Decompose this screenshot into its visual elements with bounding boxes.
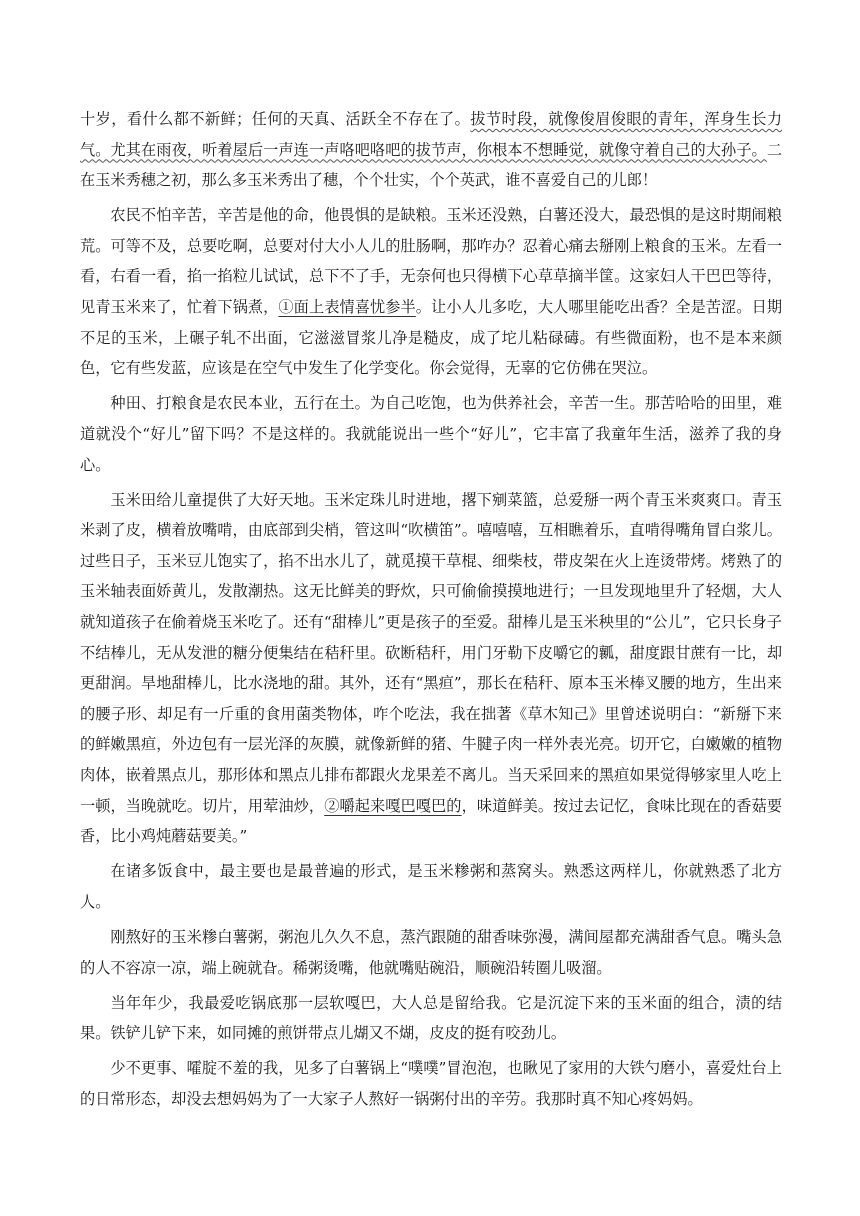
paragraph-5 — [80, 856, 782, 917]
text-run: 在诸多饭食中，最主要也是最普遍的形式，是玉米糁粥和蒸窝头。熟悉这两样儿，你就熟悉了北方人。 — [80, 862, 782, 911]
text-run: 少不更事、嚯腚不羞的我，见多了白薯锅上“噗噗”冒泡泡，也瞅见了家用的大铁勺磨小，喜爱灶台上的日常形态，却没去想妈妈为了一大家子人熬好一锅粥付出的辛劳。我那时真不知心疼妈妈。 — [80, 1059, 782, 1108]
text-run: 刚熬好的玉米糁白薯粥，粥泡儿久久不息，蒸汽跟随的甜香味弥漫，满间屋都充满甜香气息。嘴头急的人不容凉一凉，端上碗就旮。稀粥烫嘴，他就嘴贴碗沿，顺碗沿转圈儿吸溜。 — [80, 927, 782, 977]
paragraph-2 — [80, 200, 782, 384]
paragraph-1 — [80, 104, 782, 196]
text-run: ，味道鲜美。按过去记忆，食味比现在的香菇要香，比小鸡炖蘑菇要美。” — [80, 796, 783, 846]
article-body — [80, 104, 782, 1119]
text-run: 种田、打粮食是农民本业，五行在土。为自己吃饱，也为供养社会，辛苦一生。那苦哈哈的田里，难道就没个“好儿”留下吗？不是这样的。我就能说出一些个“好儿”，它丰富了我童年生活，滋养了我的身心。 — [80, 394, 782, 474]
paragraph-7 — [80, 988, 782, 1049]
text-run: 农民不怕辛苦，辛苦是他的命，他畏惧的是缺粮。玉米还没熟，白薯还没大，最恐惧的是这时期闹粮荒。可等不及，总要吃啊，总要对付大小人儿的肚肠啊，那咋办？忍着心痛去掰刚上粮食的玉米。左看一看，右看一看，掐一掐粒儿试试，总下不了手，无奈何也只得横下心草草摘半筐。这家妇人干巴巴等待，见青玉米来了，忙着下锅煮， — [80, 206, 782, 317]
paragraph-4 — [80, 485, 782, 852]
text-run: 十岁，看什么都不新鲜；任何的天真、活跃全不存在了。 — [80, 110, 471, 128]
text-run: 当年年少，我最爱吃锅底那一层软嘎巴，大人总是留给我。它是沉淀下来的玉米面的组合，渍的结果。铁铲儿铲下来，如同摊的煎饼带点儿煳又不煳，皮皮的挺有咬劲儿。 — [80, 993, 782, 1043]
paragraph-8 — [80, 1053, 782, 1114]
text-run: 。让小人儿多吃，大人哪里能吃出香？全是苦涩。日期不足的玉米，上碾子轧不出面，它滋滋冒浆儿净是糙皮，成了坨儿粘碌碡。有些微面粉，也不是本来颜色，它有些发蓝，应该是在空气中发生了化学变化。你会觉得，无辜的它仿佛在哭泣。 — [80, 298, 783, 378]
text-run: 二在玉米秀穗之初，那么多玉米秀出了穗，个个壮实，个个英武，谁不喜爱自己的儿郎！ — [80, 140, 782, 190]
text-run: 玉米田给儿童提供了大好天地。玉米定珠儿时进地，撂下剜菜篮，总爱掰一两个青玉米爽爽口。青玉米剥了皮，横着放嘴啃，由底部到尖梢，管这叫“吹横笛”。嘻嘻嘻，互相瞧着乐，直啃得嘴角冒白浆儿。过些日子，玉米豆儿饱实了，掐不出水儿了，就觅摸干草棍、细柴枝，带皮架在火上连烫带烤。烤熟了的玉米轴表面娇黄儿，发散潮热。这无比鲜美的野炊，只可偷偷摸摸地进行；一旦发现地里升了轻烟，大人就知道孩子在偷着烧玉米吃了。还有“甜棒儿”更是孩子的至爱。甜棒儿是玉米秧里的“公儿”，它只长身子不结棒儿，无从发泄的糖分便集结在秸秆里。砍断秸秆，用门牙勒下皮嚼它的瓤，甜度跟甘蔗有一比，却更甜润。旱地甜棒儿，比水浇地的甜。其外，还有“黑疸”，那长在秸秆、原本玉米棒叉腰的地方，生出来的腰子形、却足有一斤重的食用菌类物体，咋个吃法，我在拙著《草木知己》里曾述说明白：“新掰下来的鲜嫩黑疸，外边包有一层光泽的灰膜，就像新鲜的猪、牛腱子肉一样外表光亮。切开它，白嫩嫩的植物肉体，嵌着黑点儿，那形体和黑点儿排布都跟火龙果差不离儿。当天采回来的黑疸如果觉得够家里人吃上一顿，当晚就吃。切片，用荤油炒， — [80, 490, 782, 815]
paragraph-6 — [80, 922, 782, 983]
paragraph-3 — [80, 388, 782, 480]
wavy-underlined-passage: 拔节时段，就像俊眉俊眼的青年，浑身生长力气。尤其在雨夜，听着屋后一声连一声咯吧咯吧的拔节声，你根本不想睡觉，就像守着自己的大孙子。 — [80, 110, 782, 159]
underlined-phrase-2: ②嚼起来嘎巴嘎巴的 — [324, 796, 462, 815]
underlined-phrase-1: ①面上表情喜忧参半 — [278, 298, 416, 317]
